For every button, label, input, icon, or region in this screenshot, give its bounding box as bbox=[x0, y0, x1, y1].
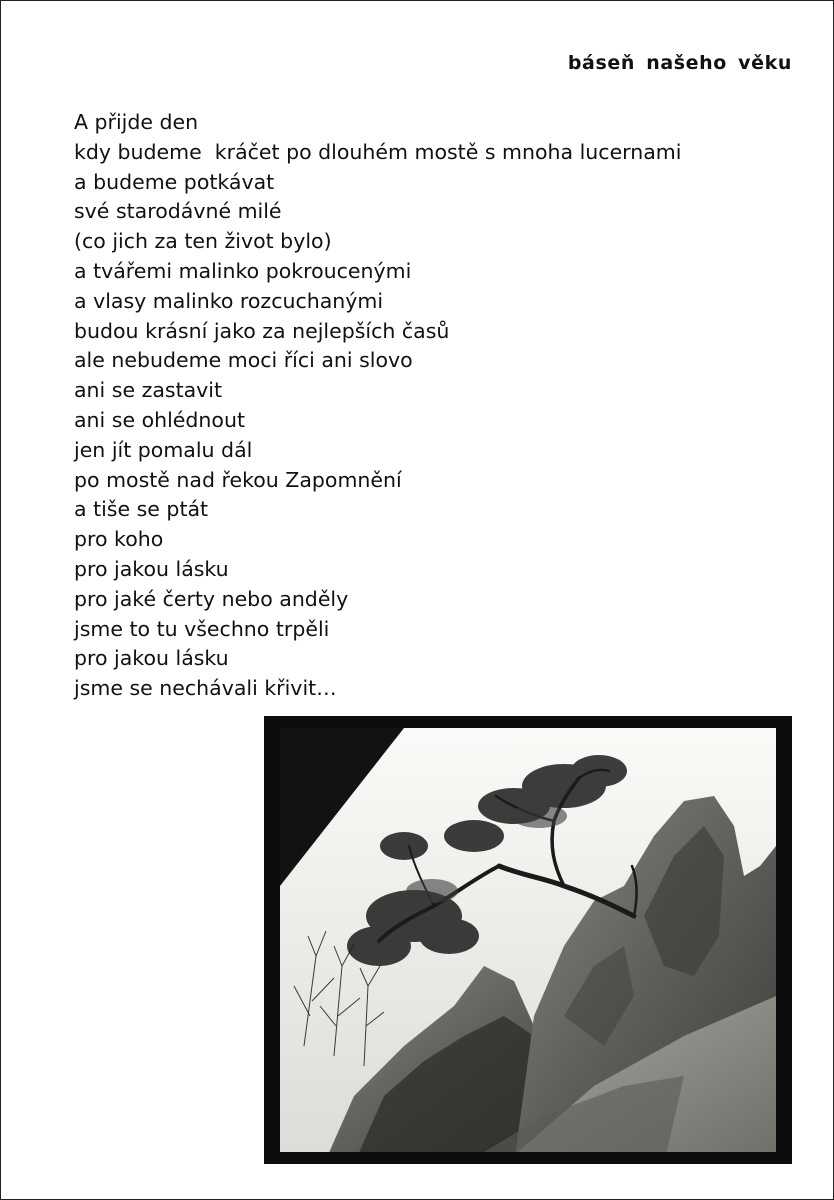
poem-line: (co jich za ten život bylo) bbox=[74, 229, 332, 254]
poem-line: své starodávné milé bbox=[74, 199, 282, 224]
poem-line: jen jít pomalu dál bbox=[74, 437, 253, 462]
photo-frame bbox=[264, 716, 792, 1164]
poem-line: pro jakou lásku bbox=[74, 556, 229, 581]
poem-line: A přijde den bbox=[74, 110, 199, 134]
page-title: báseň našeho věku bbox=[567, 52, 792, 74]
poem-line: po mostě nad řekou Zapomnění bbox=[74, 467, 402, 492]
poem bbox=[74, 108, 774, 704]
poem-line: ani se ohlédnout bbox=[74, 407, 245, 432]
poem-line: a tvářemi malinko pokroucenými bbox=[74, 258, 412, 283]
poem-line: pro koho bbox=[74, 527, 164, 552]
poem-line: kdy budeme kráčet po dlouhém mostě s mnoha lucernami bbox=[74, 139, 682, 164]
poem-line: jsme se nechávali křivit… bbox=[74, 676, 337, 701]
poem-line: jsme to tu všechno trpěli bbox=[74, 616, 330, 641]
poem-line: budou krásní jako za nejlepších časů bbox=[74, 318, 450, 343]
poem-line: pro jakou lásku bbox=[74, 646, 229, 671]
poem-line: a budeme potkávat bbox=[74, 169, 275, 194]
poem-line: a tiše se ptát bbox=[74, 497, 209, 522]
poem-line: pro jaké čerty nebo anděly bbox=[74, 586, 349, 611]
rock-tree-photo bbox=[264, 716, 792, 1164]
poem-line: a vlasy malinko rozcuchanými bbox=[74, 288, 384, 313]
poem-line: ale nebudeme moci říci ani slovo bbox=[74, 348, 413, 373]
poem-line: ani se zastavit bbox=[74, 378, 223, 403]
